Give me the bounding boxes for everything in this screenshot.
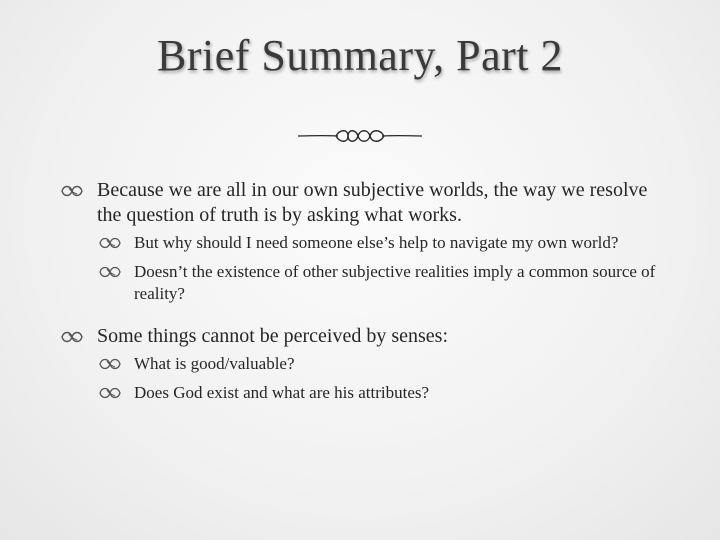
infinity-loop-icon [60,180,84,202]
infinity-loop-icon [98,382,122,404]
sub-bullet-item [98,382,670,404]
sub-bullet-text: Does God exist and what are his attributes? [134,383,430,402]
infinity-loop-icon [98,232,122,254]
spacer [60,312,670,324]
bullet-text: Because we are all in our own subjective worlds, the way we resolve the question of truth is by asking what works. [97,179,648,226]
infinity-loop-icon [98,353,122,375]
sub-bullet-item [98,232,670,254]
bullet-list [60,178,670,411]
slide-title: Brief Summary, Part 2 [156,31,564,80]
sub-bullet-item [98,353,670,375]
sub-bullet-item [98,261,670,305]
sub-bullet-text: What is good/valuable? [134,354,295,373]
flourish-divider-icon [296,126,424,146]
sub-bullet-text: Doesn’t the existence of other subjective realities imply a common source of reality? [134,262,656,303]
infinity-loop-icon [60,326,84,348]
bullet-item [60,324,670,349]
bullet-text: Some things cannot be perceived by senses: [97,325,449,347]
sub-bullet-text: But why should I need someone else’s help to navigate my own world? [134,233,619,252]
infinity-loop-icon [98,261,122,283]
bullet-item [60,178,670,228]
